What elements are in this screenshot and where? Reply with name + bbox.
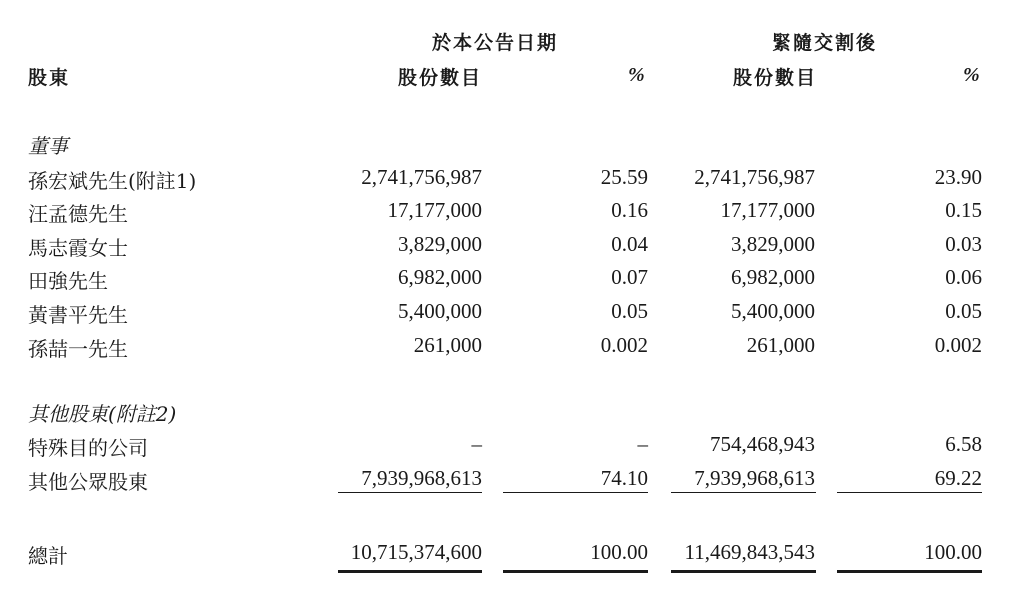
total-rule-shares-1 xyxy=(338,570,482,573)
cell-pct-2: 0.002 xyxy=(934,333,982,357)
row-label: 孫宏斌先生(附註1) xyxy=(28,169,197,193)
cell-pct-2: 0.06 xyxy=(945,265,982,289)
total-shares-2: 11,469,843,543 xyxy=(684,540,815,564)
subtotal-rule-pct-2 xyxy=(837,492,982,493)
cell-pct-2: 23.90 xyxy=(934,165,982,189)
cell-shares-1: – xyxy=(471,432,482,456)
cell-shares-1: 17,177,000 xyxy=(387,198,482,222)
subtotal-rule-shares-1 xyxy=(338,492,482,493)
column-header-shares-1: 股份數目 xyxy=(398,67,483,89)
row-label: 孫喆一先生 xyxy=(28,337,128,361)
cell-shares-2: 17,177,000 xyxy=(720,198,815,222)
group-header-announcement-date: 於本公告日期 xyxy=(432,32,559,54)
cell-shares-1: 2,741,756,987 xyxy=(361,165,482,189)
cell-pct-2: 0.03 xyxy=(945,232,982,256)
section-other-shareholders: 其他股東(附註2) xyxy=(28,402,177,426)
row-label: 其他公眾股東 xyxy=(28,470,148,494)
cell-shares-1: 5,400,000 xyxy=(398,299,482,323)
cell-shares-1: 6,982,000 xyxy=(398,265,482,289)
subtotal-rule-pct-1 xyxy=(503,492,648,493)
subtotal-rule-shares-2 xyxy=(671,492,816,493)
cell-shares-2: 754,468,943 xyxy=(710,432,815,456)
row-label: 黃書平先生 xyxy=(28,303,128,327)
total-rule-shares-2 xyxy=(671,570,816,573)
row-label: 馬志霞女士 xyxy=(28,236,128,260)
cell-pct-2: 69.22 xyxy=(934,466,982,490)
column-header-shareholder: 股東 xyxy=(28,67,71,89)
cell-shares-1: 7,939,968,613 xyxy=(361,466,482,490)
cell-pct-1: 0.04 xyxy=(611,232,648,256)
row-label: 特殊目的公司 xyxy=(28,436,148,460)
cell-pct-2: 0.15 xyxy=(945,198,982,222)
cell-pct-1: 0.05 xyxy=(611,299,648,323)
cell-pct-1: 25.59 xyxy=(600,165,648,189)
cell-shares-2: 261,000 xyxy=(746,333,815,357)
total-label: 總計 xyxy=(28,544,68,568)
section-directors: 董事 xyxy=(28,134,68,158)
row-label: 汪孟德先生 xyxy=(28,202,128,226)
cell-pct-2: 6.58 xyxy=(945,432,982,456)
total-pct-2: 100.00 xyxy=(924,540,982,564)
cell-shares-2: 3,829,000 xyxy=(731,232,815,256)
cell-pct-1: 0.002 xyxy=(600,333,648,357)
cell-shares-1: 3,829,000 xyxy=(398,232,482,256)
cell-pct-1: 0.16 xyxy=(611,198,648,222)
cell-shares-2: 2,741,756,987 xyxy=(694,165,815,189)
total-rule-pct-2 xyxy=(837,570,982,573)
cell-pct-1: 0.07 xyxy=(611,265,648,289)
group-header-after-completion: 緊隨交割後 xyxy=(772,32,878,54)
total-shares-1: 10,715,374,600 xyxy=(350,540,482,564)
cell-shares-1: 261,000 xyxy=(413,333,482,357)
cell-shares-2: 6,982,000 xyxy=(731,265,815,289)
cell-shares-2: 7,939,968,613 xyxy=(694,466,815,490)
row-label: 田強先生 xyxy=(28,269,108,293)
cell-pct-2: 0.05 xyxy=(945,299,982,323)
cell-pct-1: 74.10 xyxy=(600,466,648,490)
cell-shares-2: 5,400,000 xyxy=(731,299,815,323)
total-rule-pct-1 xyxy=(503,570,648,573)
column-header-pct-2: % xyxy=(963,64,980,86)
total-pct-1: 100.00 xyxy=(590,540,648,564)
column-header-pct-1: % xyxy=(628,64,645,86)
cell-pct-1: – xyxy=(637,432,648,456)
column-header-shares-2: 股份數目 xyxy=(733,67,818,89)
